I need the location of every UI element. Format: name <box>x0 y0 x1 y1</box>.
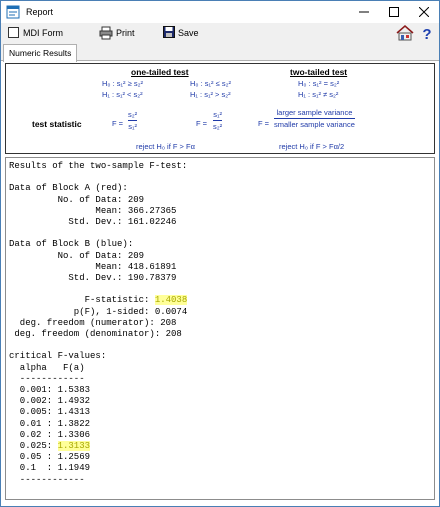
help-icon[interactable] <box>421 25 433 41</box>
printer-icon[interactable] <box>99 26 113 40</box>
output-line: alpha F(a) <box>9 362 85 373</box>
window-title: Report <box>26 7 54 17</box>
mdi-form-checkbox[interactable] <box>8 27 19 38</box>
toolbar <box>1 23 439 43</box>
output-line: deg. freedom (denominator): 208 <box>9 329 182 340</box>
highlighted-value: 1.4038 <box>154 295 188 306</box>
one-tailed-rejection-rule: reject H₀ if F > Fα <box>136 142 195 151</box>
output-line: critical F-values: <box>9 351 107 362</box>
close-button[interactable] <box>409 1 439 23</box>
col1-h0-hypothesis: H₀ : s₁² ≥ s₂² <box>102 79 144 88</box>
col2-fraction-bar <box>213 120 222 121</box>
col2-h0-hypothesis: H₀ : s₁² ≤ s₂² <box>190 79 232 88</box>
output-line: Mean: 366.27365 <box>9 205 177 216</box>
output-line: 0.02 : 1.3306 <box>9 429 91 440</box>
output-line: 0.05 : 1.2569 <box>9 452 91 463</box>
output-line: deg. freedom (numerator): 208 <box>9 317 177 328</box>
col2-f-equals: F = <box>196 119 208 128</box>
maximize-icon <box>389 7 399 17</box>
one-tailed-header: one-tailed test <box>131 67 189 77</box>
col1-fraction-bar <box>128 120 137 121</box>
test-statistic-label: test statistic <box>32 119 82 129</box>
output-line: Mean: 418.61891 <box>9 261 177 272</box>
output-line: ------------ <box>9 373 85 384</box>
close-icon <box>419 7 429 17</box>
title-bar <box>1 1 439 23</box>
home-logo-icon[interactable] <box>395 24 415 42</box>
output-line: Std. Dev.: 190.78379 <box>9 273 177 284</box>
toolbar-right-icons <box>395 24 433 42</box>
maximize-button[interactable] <box>379 1 409 23</box>
output-line: 0.01 : 1.3822 <box>9 418 91 429</box>
window-controls <box>349 1 439 23</box>
tab-strip <box>1 43 439 61</box>
output-line: p(F), 1-sided: 0.0074 <box>9 306 188 317</box>
mdi-form-label[interactable]: MDI Form <box>23 28 63 38</box>
output-line: ------------ <box>9 474 85 485</box>
results-output-area[interactable] <box>5 157 435 500</box>
output-line: 0.002: 1.4932 <box>9 396 91 407</box>
col1-f-denominator: s₁² <box>128 122 137 131</box>
col2-f-numerator: s₁² <box>213 110 222 119</box>
col3-f-fraction <box>274 108 355 129</box>
output-line: No. of Data: 209 <box>9 250 145 261</box>
output-line: 0.001: 1.5383 <box>9 385 91 396</box>
floppy-disk-icon[interactable] <box>163 26 175 38</box>
minimize-button[interactable] <box>349 1 379 23</box>
col3-f-numerator: larger sample variance <box>276 108 353 117</box>
svg-text:?: ? <box>422 26 432 41</box>
col2-h1-hypothesis: H₁ : s₁² > s₂² <box>190 90 231 99</box>
print-button[interactable]: Print <box>116 28 135 38</box>
col1-h1-hypothesis: H₁ : s₁² < s₂² <box>102 90 143 99</box>
output-line: 0.005: 1.4313 <box>9 407 91 418</box>
output-line: F-statistic: <box>9 295 155 306</box>
output-line: 0.1 : 1.1949 <box>9 463 91 474</box>
output-line: 0.025: <box>9 441 58 452</box>
two-tailed-rejection-rule: reject H₀ if F > Fα/2 <box>279 142 345 151</box>
col3-f-denominator: smaller sample variance <box>274 120 355 129</box>
col1-f-fraction <box>128 110 137 131</box>
col1-f-equals: F = <box>112 119 124 128</box>
minimize-icon <box>359 7 369 17</box>
report-app-icon <box>6 5 20 19</box>
output-line: Std. Dev.: 161.02246 <box>9 217 177 228</box>
highlighted-value: 1.3133 <box>57 441 91 452</box>
results-text <box>6 158 434 486</box>
output-line: Data of Block A (red): <box>9 183 128 194</box>
col3-f-equals: F = <box>258 119 270 128</box>
col1-f-numerator: s₂² <box>128 110 138 119</box>
two-tailed-header: two-tailed test <box>290 67 348 77</box>
output-line: Data of Block B (blue): <box>9 239 134 250</box>
output-line: No. of Data: 209 <box>9 194 145 205</box>
output-line: Results of the two-sample F-test: <box>9 161 188 171</box>
col3-h1-hypothesis: H₁ : s₁² ≠ s₂² <box>298 90 339 99</box>
col2-f-fraction <box>213 110 222 131</box>
col3-fraction-bar <box>274 118 355 119</box>
col2-f-denominator: s₂² <box>213 122 223 131</box>
f-test-formula-panel <box>5 63 435 154</box>
tab-numeric-results[interactable]: Numeric Results <box>3 44 77 62</box>
col3-h0-hypothesis: H₀ : s₁² = s₂² <box>298 79 340 88</box>
save-button[interactable]: Save <box>178 28 199 38</box>
